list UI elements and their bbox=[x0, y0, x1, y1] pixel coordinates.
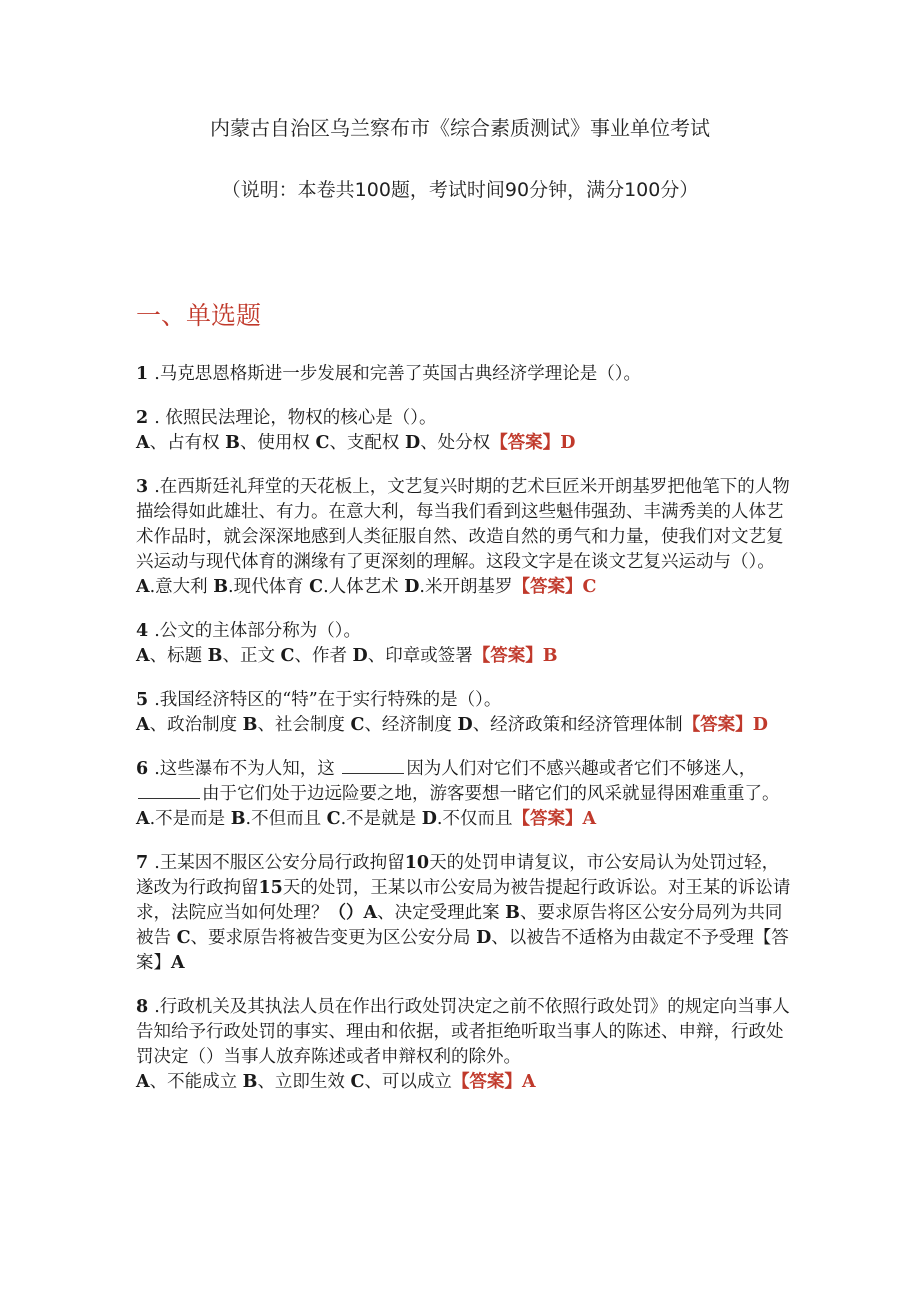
question-6 bbox=[136, 757, 792, 832]
option-text: 、正文 bbox=[222, 646, 281, 666]
question-number: 3 bbox=[136, 477, 149, 497]
question-7 bbox=[136, 851, 792, 976]
option-text: 、印章或签署 bbox=[367, 646, 473, 666]
question-list bbox=[136, 362, 792, 1114]
option-text: 、使用权 bbox=[239, 433, 316, 453]
question-4 bbox=[136, 619, 792, 669]
option-letter: B bbox=[242, 1072, 258, 1092]
option-letter: D bbox=[405, 433, 421, 453]
answer-value: A bbox=[171, 953, 185, 973]
option-line bbox=[136, 644, 792, 669]
option-letter: B bbox=[505, 903, 520, 923]
option-text: 、可以成立 bbox=[364, 1072, 452, 1092]
option-text: 、要求原告将被告变更为区公安分局 bbox=[190, 928, 477, 948]
question-stem: 因为人们对它们不感兴趣或者它们不够迷人， bbox=[406, 759, 757, 779]
answer-value: B bbox=[542, 646, 558, 666]
option-letter: C bbox=[350, 1072, 365, 1092]
option-line bbox=[136, 1070, 792, 1095]
option-letter: A bbox=[136, 646, 150, 666]
option-letter: A bbox=[136, 1072, 150, 1092]
option-text: .现代体育 bbox=[228, 577, 310, 597]
answer-label: 【答案】 bbox=[512, 809, 583, 829]
option-letter: A bbox=[136, 809, 150, 829]
question-stem: 天的处罚申请复议，市公安局认为处罚过轻，遂改为行政拘留 bbox=[136, 853, 780, 898]
option-text: .意大利 bbox=[149, 577, 214, 597]
page-title: 内蒙古自治区乌兰察布市《综合素质测试》事业单位考试 bbox=[210, 116, 710, 140]
question-5 bbox=[136, 688, 792, 738]
option-text: .米开朗基罗 bbox=[419, 577, 513, 597]
option-letter: A bbox=[136, 577, 150, 597]
option-letter: B bbox=[207, 646, 223, 666]
option-text: .不但而且 bbox=[245, 809, 327, 829]
option-letter: D bbox=[457, 715, 473, 735]
answer-label: 【答案】 bbox=[472, 646, 543, 666]
question-number: 4 bbox=[136, 621, 149, 641]
answer-label: 【答案】 bbox=[512, 577, 583, 597]
option-letter: C bbox=[350, 715, 365, 735]
option-letter: C bbox=[309, 577, 324, 597]
question-stem: . 依照民法理论，物权的核心是（）。 bbox=[154, 408, 437, 428]
answer-label: 【答案】 bbox=[682, 715, 753, 735]
fill-blank bbox=[138, 782, 200, 799]
question-stem: 由于它们处于边远险要之地，游客要想一睹它们的风采就显得困难重重了。 bbox=[202, 784, 780, 804]
question-2 bbox=[136, 406, 792, 456]
option-text: .不是就是 bbox=[340, 809, 422, 829]
option-line bbox=[136, 431, 792, 456]
option-text: 、支配权 bbox=[329, 433, 405, 453]
option-letter: B bbox=[213, 577, 229, 597]
option-letter: B bbox=[242, 715, 258, 735]
option-letter: D bbox=[476, 928, 492, 948]
option-text: 、决定受理此案 bbox=[377, 903, 506, 923]
option-text: 、作者 bbox=[294, 646, 353, 666]
option-letter: A bbox=[136, 433, 150, 453]
answer-value: A bbox=[521, 1072, 536, 1092]
option-letter: A bbox=[136, 715, 150, 735]
number-value: 10 bbox=[404, 853, 430, 873]
option-letter: D bbox=[404, 577, 420, 597]
option-text: 、政治制度 bbox=[149, 715, 243, 735]
question-number: 2 bbox=[136, 408, 149, 428]
question-stem: 天的处罚，王某以市公安局为被告提起行政诉讼。对王某的诉讼请求，法院应当如何处理？ bbox=[136, 878, 791, 923]
question-stem: .我国经济特区的“特”在于实行特殊的是（）。 bbox=[154, 690, 502, 710]
question-stem: .王某因不服区公安分局行政拘留 bbox=[154, 853, 405, 873]
option-text: 、要求原告将区公安分局列为共同被告 bbox=[136, 903, 783, 948]
option-line bbox=[136, 575, 792, 600]
question-stem: .这些瀑布不为人知，这 bbox=[154, 759, 341, 779]
question-number: 1 bbox=[136, 364, 149, 384]
question-stem: .在西斯廷礼拜堂的天花板上，文艺复兴时期的艺术巨匠米开朗基罗把他笔下的人物描绘得如此雄壮、有力。在意大利，每当我们看到这些魁伟强劲、丰满秀美的人体艺术作品时，就会深深地感到人类征服自然、改造自然的勇气和力量，使我们对文艺复兴运动与现代体育的渊缘有了更深刻的理解。这段文字是在谈文艺复兴运动与（）。 bbox=[136, 477, 790, 572]
fill-blank bbox=[342, 757, 404, 774]
option-text: 、社会制度 bbox=[257, 715, 351, 735]
option-letter: D bbox=[352, 646, 368, 666]
question-3 bbox=[136, 475, 792, 600]
option-text: .人体艺术 bbox=[323, 577, 405, 597]
question-1 bbox=[136, 362, 792, 387]
answer-value: D bbox=[560, 433, 576, 453]
answer-label: 【答案】 bbox=[451, 1072, 522, 1092]
question-number: 7 bbox=[136, 853, 149, 873]
answer-value: A bbox=[582, 809, 597, 829]
option-text: 、标题 bbox=[149, 646, 208, 666]
option-text: 、经济制度 bbox=[364, 715, 458, 735]
option-letter: B bbox=[225, 433, 240, 453]
option-letter: C bbox=[315, 433, 330, 453]
question-stem: .公文的主体部分称为（）。 bbox=[154, 621, 361, 641]
answer-paren: （） bbox=[328, 903, 364, 923]
option-text: 、以被告不适格为由裁定不予受理 bbox=[491, 928, 754, 948]
answer-value: D bbox=[752, 715, 768, 735]
question-stem: .马克思恩格斯进一步发展和完善了英国古典经济学理论是（）。 bbox=[154, 364, 641, 384]
answer-value: C bbox=[582, 577, 597, 597]
option-line bbox=[136, 713, 792, 738]
option-line bbox=[136, 807, 792, 832]
question-number: 6 bbox=[136, 759, 149, 779]
option-letter: A bbox=[363, 903, 378, 923]
answer-label: 【答案】 bbox=[490, 433, 561, 453]
option-text: 、处分权 bbox=[420, 433, 491, 453]
option-text: 、不能成立 bbox=[149, 1072, 243, 1092]
option-letter: C bbox=[280, 646, 295, 666]
exam-instructions: （说明：本卷共100题，考试时间90分钟，满分100分） bbox=[221, 179, 699, 201]
section-heading: 一、单选题 bbox=[136, 301, 262, 330]
option-letter: D bbox=[421, 809, 437, 829]
option-text: .不是而是 bbox=[149, 809, 231, 829]
option-text: 、经济政策和经济管理体制 bbox=[472, 715, 683, 735]
option-letter: C bbox=[176, 928, 191, 948]
question-8 bbox=[136, 995, 792, 1095]
option-text: 、占有权 bbox=[149, 433, 226, 453]
number-value: 15 bbox=[258, 878, 283, 898]
option-letter: B bbox=[230, 809, 246, 829]
option-text: 、立即生效 bbox=[257, 1072, 351, 1092]
option-text: .不仅而且 bbox=[436, 809, 513, 829]
answer-label: 【答案】 bbox=[136, 928, 789, 973]
option-letter: C bbox=[326, 809, 341, 829]
question-number: 8 bbox=[136, 997, 149, 1017]
question-number: 5 bbox=[136, 690, 149, 710]
question-stem: .行政机关及其执法人员在作出行政处罚决定之前不依照行政处罚》的规定向当事人告知给予行政处罚的事实、理由和依据，或者拒绝听取当事人的陈述、申辩，行政处罚决定（）当事人放弃陈述或者申辩权利的除外。 bbox=[136, 997, 790, 1067]
